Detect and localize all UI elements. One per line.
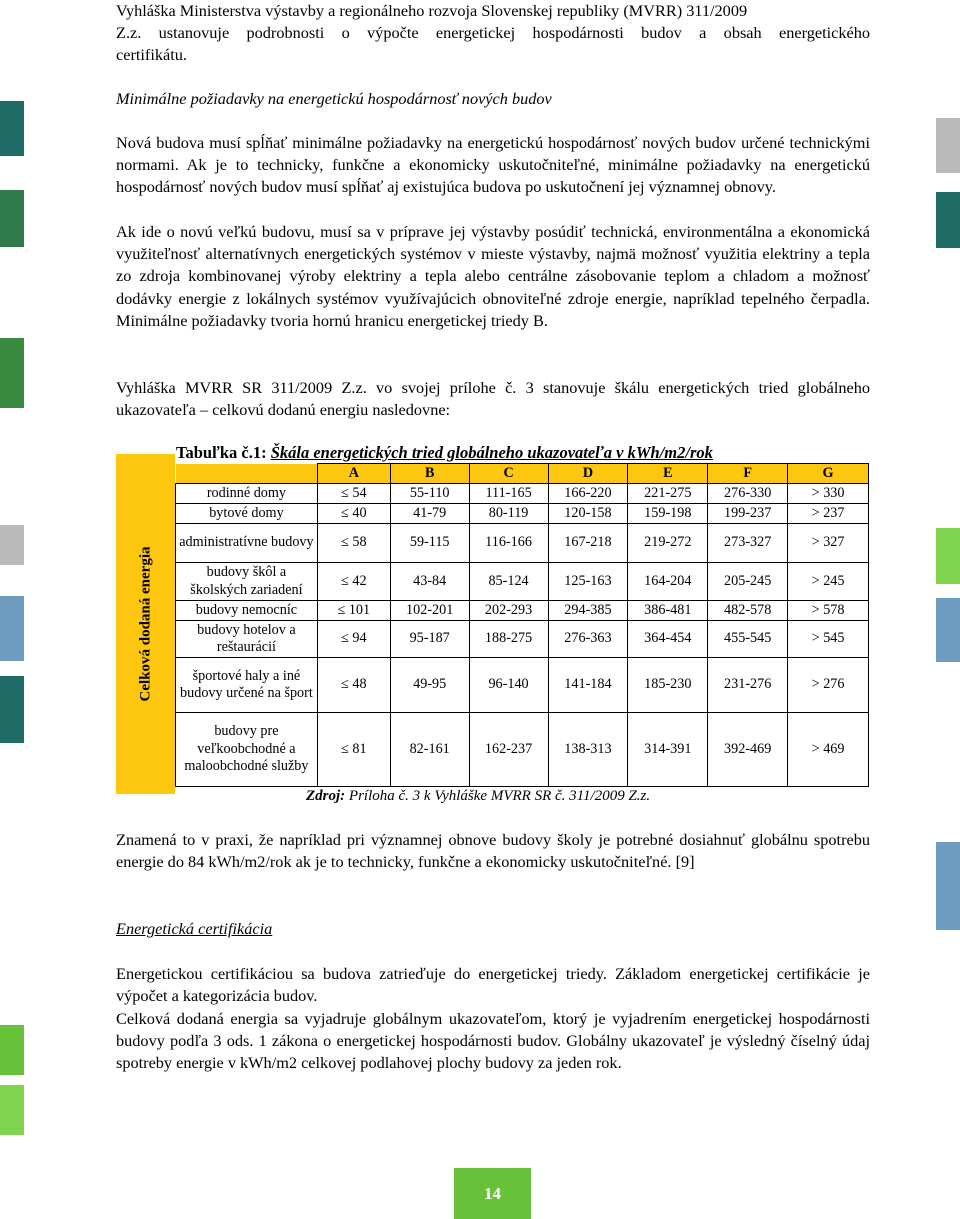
left-bar-teal-1 [0,101,24,156]
left-bar-green-4 [0,1085,24,1135]
table-row [176,713,869,787]
section-heading-certification: Energetická certifikácia [116,919,273,938]
table-cell: ≤ 54 [317,484,390,504]
table-cell: 455-545 [708,621,788,658]
table-row-label: športové haly a iné budovy určené na šport [176,658,318,713]
table-cell: 164-204 [628,563,708,601]
table-cell: 482-578 [708,601,788,621]
table-caption-title: Škála energetických tried globálneho ukazovateľa v kWh/m2/rok [270,443,713,462]
table-cell: > 469 [788,713,869,787]
header-line-2: Z.z. ustanovuje podrobnosti o výpočte energetickej hospodárnosti budov a obsah energetického [116,23,870,42]
table-cell: 276-330 [708,484,788,504]
paragraph-new-buildings: Nová budova musí spĺňať minimálne požiadavky na energetickú hospodárnosť nových budov určené technickými normami. Ak je to technicky, funkčne a ekonomicky uskutočniteľné, minimálne požiadavky na energetickú hospodárnosť nových budov musí spĺňať aj existujúca budova po uskutočnení jej významnej obnovy. [116,133,870,197]
table-cell: 49-95 [390,658,469,713]
table-cell: 43-84 [390,563,469,601]
table-row [176,621,869,658]
paragraph-large-buildings: Ak ide o novú veľkú budovu, musí sa v príprave jej výstavby posúdiť technická, environmentálna a ekonomická využiteľnosť alternatívnych energetických systémov v mieste výstavby, najmä možnosť využitia elektriny a tepla zo zdroja kombinovanej výroby elektriny a tepla alebo centrálne zásobovanie teplom a chladom a možnosť dodávky energie z lokálnych systémov využívajúcich obnoviteľné zdroje energie, napríklad tepelného čerpadla. Minimálne požiadavky tvoria hornú hranicu energetickej triedy B. [116,222,870,330]
table-cell: > 245 [788,563,869,601]
paragraph-certification-1: Energetickou certifikáciou sa budova zatrieďuje do energetickej triedy. Základom energetickej certifikácie je výpočet a kategorizácia budov. [116,964,870,1006]
table-cell: ≤ 94 [317,621,390,658]
table-cell: 364-454 [628,621,708,658]
table-cell: > 327 [788,524,869,563]
table-row-label: budovy pre veľkoobchodné a maloobchodné služby [176,713,318,787]
table-cell: 141-184 [548,658,628,713]
table-row-label: rodinné domy [176,484,318,504]
table-cell: 102-201 [390,601,469,621]
table-cell: > 237 [788,504,869,524]
table-cell: 202-293 [469,601,548,621]
left-bar-gray-1 [0,525,24,565]
table-cell: 120-158 [548,504,628,524]
table-cell: 273-327 [708,524,788,563]
table-cell: 205-245 [708,563,788,601]
table-cell: > 545 [788,621,869,658]
table-source [306,788,650,805]
left-bar-green-3 [0,1025,24,1075]
table-row [176,563,869,601]
table-cell: 231-276 [708,658,788,713]
table-cell: > 276 [788,658,869,713]
table-cell: 159-198 [628,504,708,524]
table-row [176,601,869,621]
table-row [176,524,869,563]
table-cell: 138-313 [548,713,628,787]
table-cell: ≤ 42 [317,563,390,601]
table-cell: 221-275 [628,484,708,504]
left-bar-green-1 [0,190,24,247]
table-row-label: administratívne budovy [176,524,318,563]
table-cell: 314-391 [628,713,708,787]
table-source-text: Príloha č. 3 k Vyhláške MVRR SR č. 311/2009 Z.z. [348,788,651,804]
table-cell: 276-363 [548,621,628,658]
table-cell: 85-124 [469,563,548,601]
paragraph-practice-example: Znamená to v praxi, že napríklad pri významnej obnove budovy školy je potrebné dosiahnuť globálnu spotrebu energie do 84 kWh/m2/rok ak je to technicky, funkčne a ekonomicky uskutočniteľné. [9] [116,830,870,872]
table-cell: 41-79 [390,504,469,524]
table-row-label: budovy škôl a školských zariadení [176,563,318,601]
table-cell: 166-220 [548,484,628,504]
right-bar-green-1 [936,528,960,584]
right-bar-gray-1 [936,118,960,173]
table-row-label: budovy nemocníc [176,601,318,621]
table-cell: 185-230 [628,658,708,713]
table-header-cell: E [628,464,708,484]
table-cell: ≤ 58 [317,524,390,563]
table-cell: 167-218 [548,524,628,563]
table-header-cell: D [548,464,628,484]
table-header-cell: C [469,464,548,484]
table-cell: 80-119 [469,504,548,524]
table-cell: 219-272 [628,524,708,563]
header-line-3: certifikátu. [116,45,187,64]
table-cell: 59-115 [390,524,469,563]
energy-class-table [175,463,869,787]
page-number: 14 [454,1168,531,1219]
table-row [176,504,869,524]
table-cell: 82-161 [390,713,469,787]
table-header-cell: B [390,464,469,484]
table-row-label: budovy hotelov a reštaurácií [176,621,318,658]
left-bar-teal-2 [0,676,24,743]
table-cell: ≤ 101 [317,601,390,621]
table-header-cell: G [788,464,869,484]
paragraph-decree-scale: Vyhláška MVRR SR 311/2009 Z.z. vo svojej prílohe č. 3 stanovuje škálu energetických tried globálneho ukazovateľa – celkovú dodanú energiu nasledovne: [116,378,870,420]
table-cell: 162-237 [469,713,548,787]
header-line-1: Vyhláška Ministerstva výstavby a regionálneho rozvoja Slovenskej republiky (MVRR) 311/2009 [116,1,748,20]
table-source-prefix: Zdroj: [306,788,346,804]
table-header-cell: F [708,464,788,484]
paragraph-certification-2: Celková dodaná energia sa vyjadruje globálnym ukazovateľom, ktorý je vyjadrením energetickej hospodárnosti budovy podľa 3 ods. 1 zákona o energetickej hospodárnosti budov. Globálny ukazovateľ je výsledný číselný údaj spotreby energie v kWh/m2 celkovej podlahovej plochy budovy za jeden rok. [116,1009,870,1073]
table-cell: 96-140 [469,658,548,713]
table-cell: ≤ 81 [317,713,390,787]
table-cell: > 578 [788,601,869,621]
table-cell: 125-163 [548,563,628,601]
table-cell: 95-187 [390,621,469,658]
left-bar-blue-1 [0,596,24,661]
table-cell: 188-275 [469,621,548,658]
table-caption-prefix: Tabuľka č.1: [176,443,267,462]
table-header-blank [176,464,318,484]
table-cell: 55-110 [390,484,469,504]
table-header-row [176,464,869,484]
table-cell: > 330 [788,484,869,504]
right-bar-blue-3 [936,880,960,930]
right-bar-teal-1 [936,192,960,248]
section-heading-min-requirements: Minimálne požiadavky na energetickú hospodárnosť nových budov [116,89,552,108]
table-row-label: bytové domy [176,504,318,524]
table-side-label: Celková dodaná energia [137,546,153,702]
table-header-cell: A [317,464,390,484]
table-cell: 294-385 [548,601,628,621]
table-cell: 111-165 [469,484,548,504]
table-cell: 199-237 [708,504,788,524]
left-bar-green-2 [0,338,24,408]
right-bar-blue-1 [936,598,960,662]
table-row [176,658,869,713]
table-cell: 386-481 [628,601,708,621]
table-cell: 392-469 [708,713,788,787]
table-cell: ≤ 40 [317,504,390,524]
table-row [176,484,869,504]
table-side-label-box [116,454,175,794]
table-caption [176,443,713,463]
table-cell: 116-166 [469,524,548,563]
table-cell: ≤ 48 [317,658,390,713]
